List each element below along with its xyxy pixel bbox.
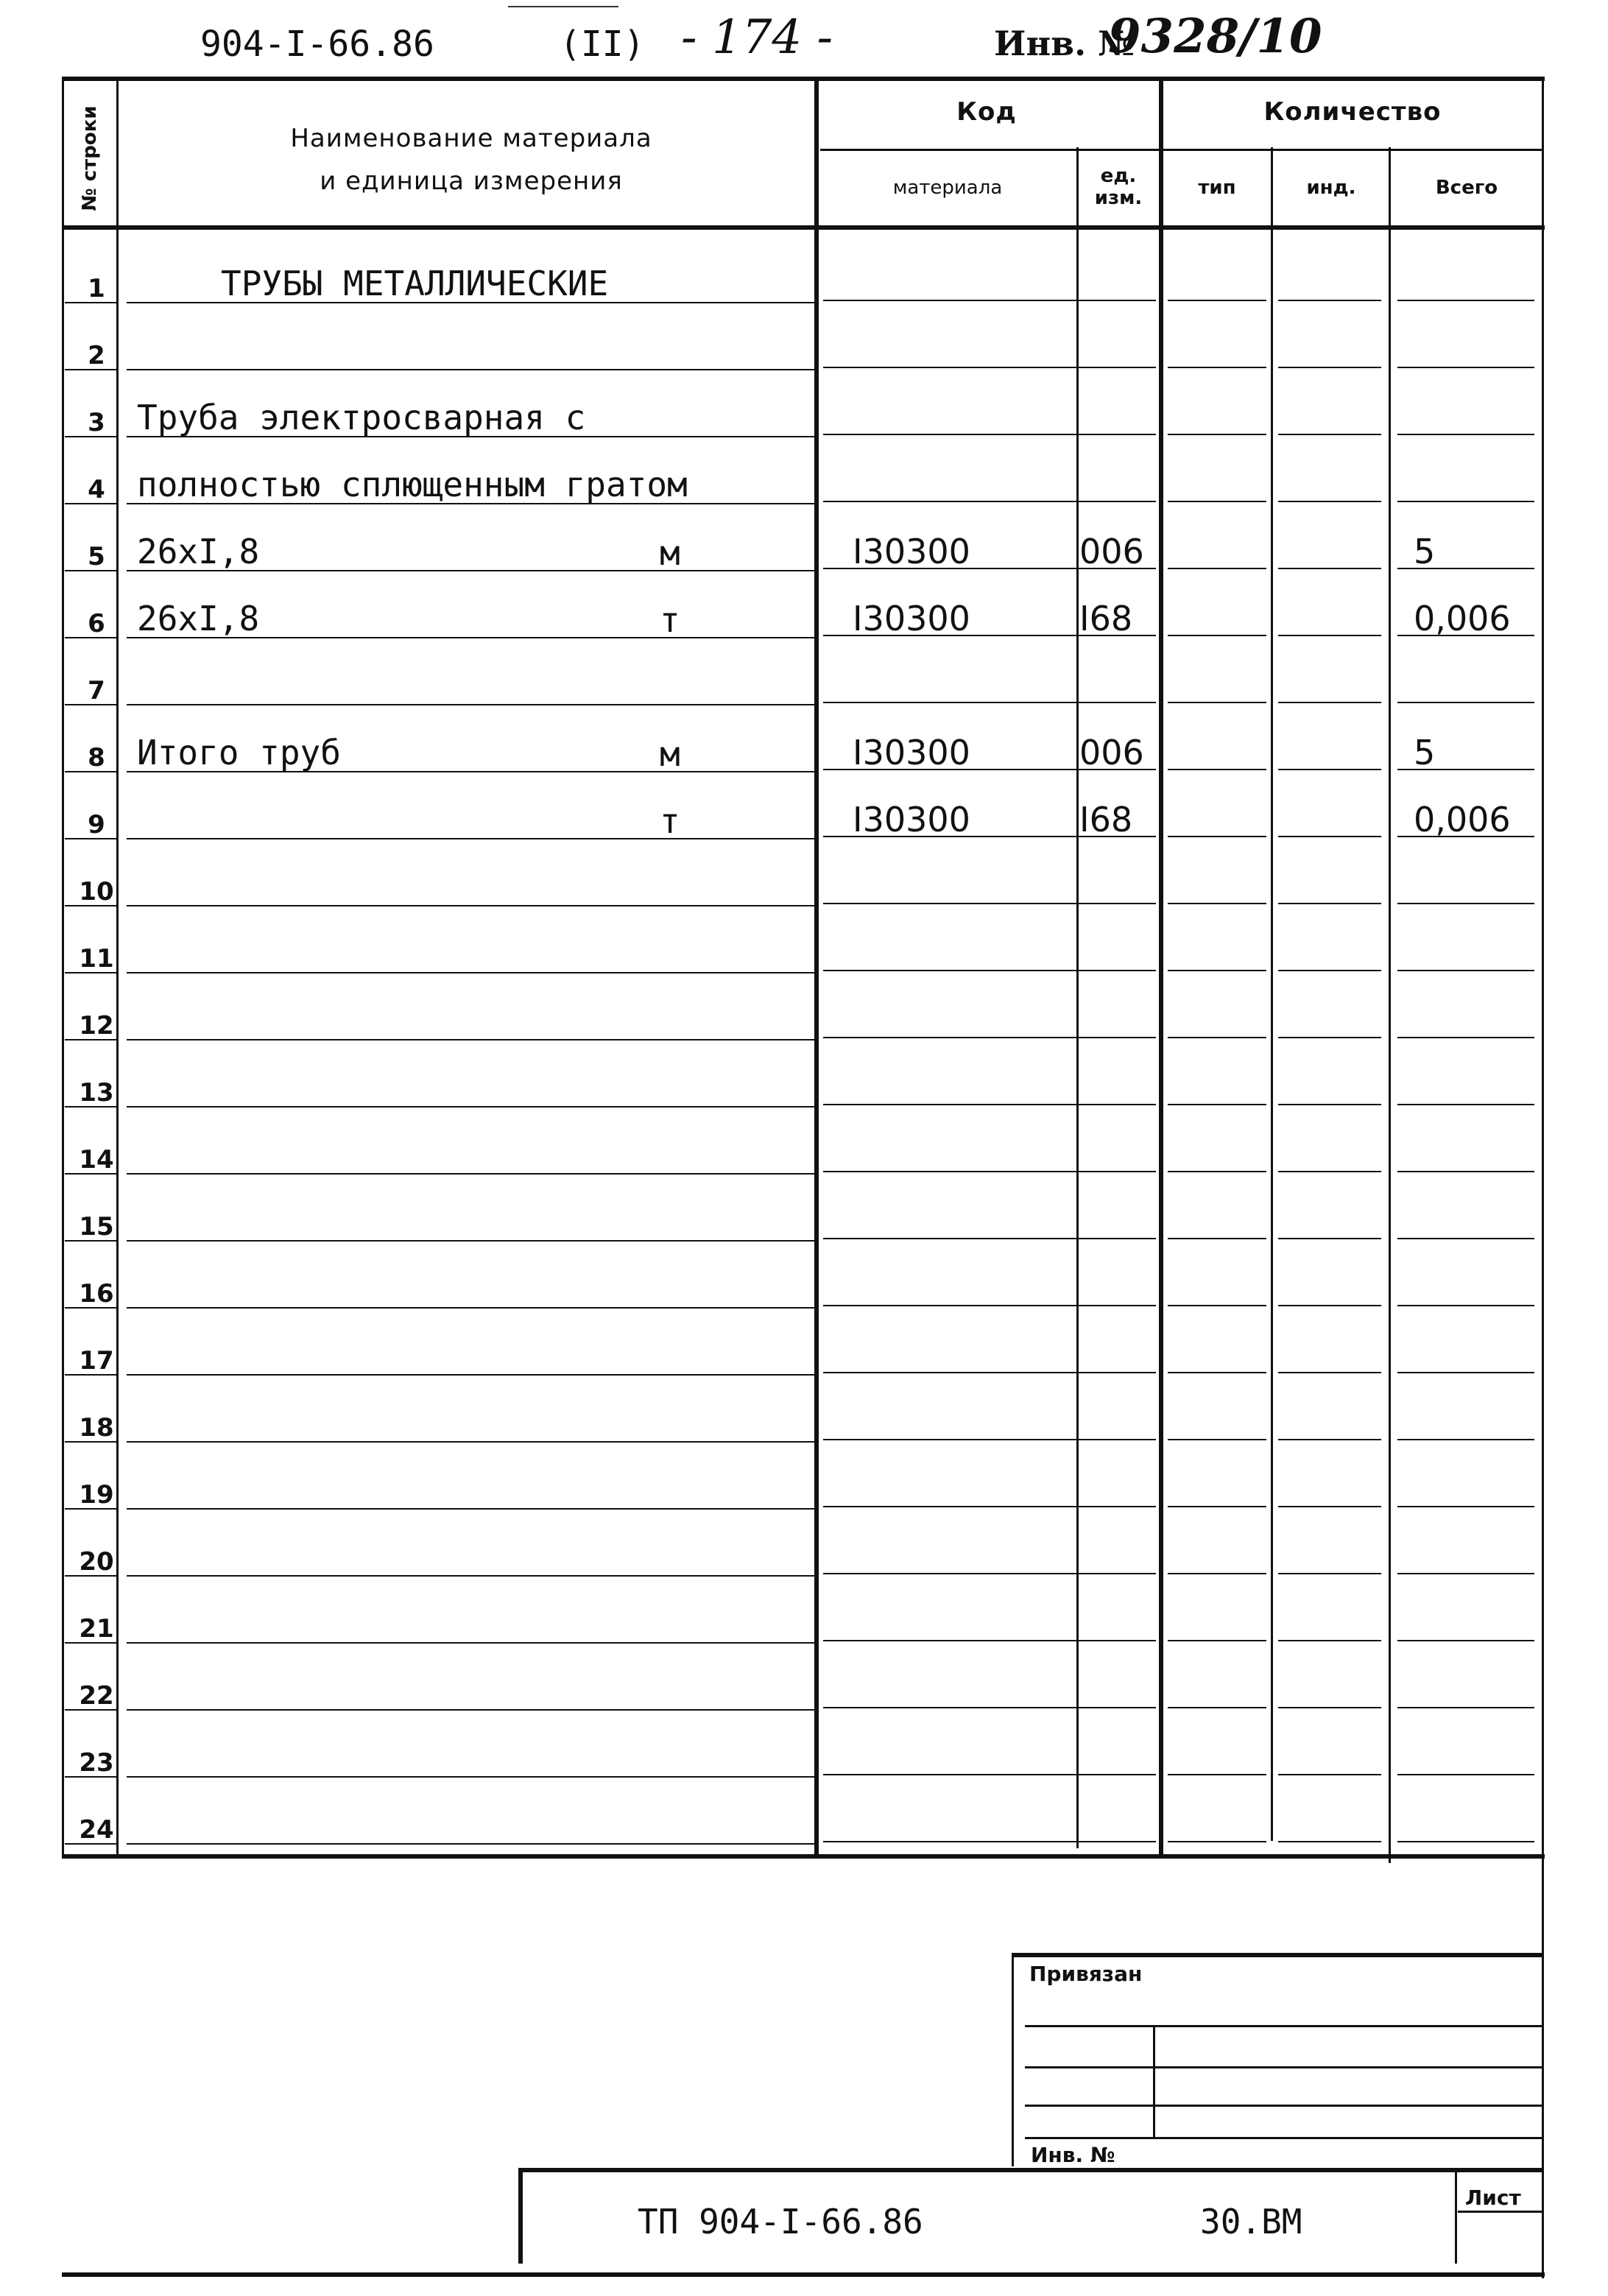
inv-number: 9328/10 <box>1108 9 1322 64</box>
page-number: - 174 - <box>681 10 833 65</box>
row-material-code: I30300 <box>853 532 970 571</box>
header-code: Код <box>956 97 1017 127</box>
row-line-type <box>1168 1171 1266 1172</box>
row-line-left <box>65 1307 116 1309</box>
row-line-type <box>1168 903 1266 904</box>
row-line-left <box>65 972 116 973</box>
row-number: 12 <box>79 1011 114 1040</box>
row-line-left <box>65 1240 116 1242</box>
row-name: ТРУБЫ МЕТАЛЛИЧЕСКИЕ <box>221 264 609 303</box>
row-line-code <box>823 836 1156 837</box>
row-line-total <box>1397 1305 1534 1306</box>
row-line-left <box>65 1106 116 1107</box>
row-number: 1 <box>88 274 105 303</box>
row-line-name <box>127 1441 814 1443</box>
row-number: 7 <box>88 676 105 705</box>
row-line-left <box>65 570 116 571</box>
row-line-left <box>65 1642 116 1644</box>
row-line-total <box>1397 1171 1534 1172</box>
row-name: Труба электросварная с <box>137 398 586 437</box>
row-line-type <box>1168 1037 1266 1038</box>
code-unit-divider <box>1076 147 1079 1848</box>
stamp-top-line <box>1012 1953 1542 1957</box>
row-line-total <box>1397 1238 1534 1239</box>
header-name-line1: Наименование материала <box>290 124 652 153</box>
row-line-code <box>823 568 1156 569</box>
row-line-name <box>127 1843 814 1845</box>
header-qty-ind: инд. <box>1306 177 1356 199</box>
row-line-name <box>127 503 814 504</box>
stamp-line-3 <box>1025 2105 1542 2107</box>
row-line-name <box>127 771 814 772</box>
row-line-code <box>823 1640 1156 1641</box>
top-rule <box>508 6 618 7</box>
row-line-ind <box>1278 1573 1381 1574</box>
row-line-left <box>65 905 116 906</box>
row-total: 5 <box>1414 733 1436 772</box>
row-line-left <box>65 1039 116 1040</box>
row-line-code <box>823 367 1156 368</box>
row-line-total <box>1397 1707 1534 1708</box>
row-line-ind <box>1278 970 1381 971</box>
row-line-name <box>127 1642 814 1644</box>
row-line-name <box>127 637 814 638</box>
row-line-ind <box>1278 300 1381 301</box>
row-line-type <box>1168 1439 1266 1440</box>
row-number: 4 <box>88 475 105 504</box>
row-number: 18 <box>79 1413 114 1443</box>
row-line-left <box>65 637 116 638</box>
row-line-name <box>127 369 814 370</box>
header-qty-type: тип <box>1198 177 1236 199</box>
row-line-name <box>127 1307 814 1309</box>
row-line-left <box>65 1508 116 1510</box>
row-line-type <box>1168 434 1266 435</box>
code-qty-divider <box>1159 77 1163 1859</box>
row-line-ind <box>1278 1506 1381 1507</box>
row-line-name <box>127 1709 814 1711</box>
row-number: 9 <box>88 810 105 839</box>
row-line-type <box>1168 635 1266 636</box>
row-line-total <box>1397 1506 1534 1507</box>
row-line-left <box>65 302 116 303</box>
row-line-total <box>1397 836 1534 837</box>
table-bottom-border <box>62 1854 1545 1859</box>
row-name: Итого труб <box>137 733 341 772</box>
table-right-border <box>1542 77 1544 2278</box>
row-line-type <box>1168 568 1266 569</box>
row-line-ind <box>1278 1104 1381 1105</box>
row-line-code <box>823 1439 1156 1440</box>
row-number: 2 <box>88 341 105 370</box>
row-line-left <box>65 704 116 705</box>
row-line-total <box>1397 1037 1534 1038</box>
row-unit-code: I68 <box>1079 800 1133 839</box>
row-line-name <box>127 1039 814 1040</box>
row-line-ind <box>1278 1841 1381 1842</box>
row-line-type <box>1168 1841 1266 1842</box>
row-line-name <box>127 1374 814 1376</box>
row-line-name <box>127 1508 814 1510</box>
row-unit: т <box>660 600 680 640</box>
row-material-code: I30300 <box>853 733 970 772</box>
row-line-type <box>1168 1573 1266 1574</box>
row-line-name <box>127 1776 814 1778</box>
header-quantity: Количество <box>1263 97 1442 127</box>
album-number: (II) <box>560 24 645 65</box>
row-number: 13 <box>79 1078 114 1107</box>
header-code-unit-1: ед. <box>1100 165 1137 187</box>
row-line-name <box>127 436 814 437</box>
row-number: 14 <box>79 1145 114 1175</box>
row-line-type <box>1168 300 1266 301</box>
row-number: 10 <box>79 877 114 906</box>
sheet-label: Лист <box>1465 2186 1521 2210</box>
row-material-code: I30300 <box>853 599 970 638</box>
row-total: 0,006 <box>1414 800 1511 839</box>
row-number: 8 <box>88 743 105 772</box>
stamp-inner-divider <box>1153 2026 1155 2137</box>
row-line-total <box>1397 635 1534 636</box>
row-line-code <box>823 434 1156 435</box>
row-unit: м <box>660 734 680 774</box>
row-line-name <box>127 905 814 906</box>
stamp-left-border <box>1012 1953 1014 2166</box>
row-unit: м <box>660 533 680 573</box>
row-line-name <box>127 1173 814 1175</box>
row-line-left <box>65 838 116 839</box>
row-line-total <box>1397 1372 1534 1373</box>
row-number: 23 <box>79 1748 114 1778</box>
stamp-inv-no-label: Инв. № <box>1031 2143 1115 2167</box>
row-line-type <box>1168 501 1266 502</box>
row-line-left <box>65 369 116 370</box>
page-bottom-line <box>62 2272 1545 2277</box>
name-column-divider <box>814 77 819 1859</box>
row-line-left <box>65 436 116 437</box>
row-line-type <box>1168 702 1266 703</box>
row-line-code <box>823 1506 1156 1507</box>
row-line-ind <box>1278 769 1381 770</box>
header-qty-total: Всего <box>1435 177 1498 199</box>
sheet-box-line <box>1458 2211 1542 2213</box>
row-line-type <box>1168 836 1266 837</box>
row-line-total <box>1397 501 1534 502</box>
row-line-ind <box>1278 1774 1381 1775</box>
stamp-line-1 <box>1025 2025 1542 2027</box>
table-left-border <box>62 77 64 1859</box>
row-line-total <box>1397 769 1534 770</box>
row-line-left <box>65 1575 116 1577</box>
row-line-ind <box>1278 1707 1381 1708</box>
row-line-name <box>127 1575 814 1577</box>
row-total: 0,006 <box>1414 599 1511 638</box>
sheet-box-divider <box>1455 2168 1457 2264</box>
row-line-total <box>1397 970 1534 971</box>
row-line-total <box>1397 300 1534 301</box>
row-line-ind <box>1278 1037 1381 1038</box>
stamp-attached-label: Привязан <box>1029 1962 1143 1986</box>
row-total: 5 <box>1414 532 1436 571</box>
row-line-code <box>823 1104 1156 1105</box>
row-line-ind <box>1278 903 1381 904</box>
row-line-type <box>1168 769 1266 770</box>
qty-subheader-line <box>1163 149 1542 151</box>
row-line-left <box>65 1441 116 1443</box>
row-line-code <box>823 1238 1156 1239</box>
row-line-ind <box>1278 836 1381 837</box>
row-line-total <box>1397 367 1534 368</box>
row-name: 26xI,8 <box>137 599 260 638</box>
row-number: 19 <box>79 1480 114 1510</box>
table-top-border <box>62 77 1545 81</box>
row-line-ind <box>1278 702 1381 703</box>
row-material-code: I30300 <box>853 800 970 839</box>
row-number: 6 <box>88 609 105 638</box>
row-line-name <box>127 704 814 705</box>
row-line-code <box>823 300 1156 301</box>
row-number: 5 <box>88 542 105 571</box>
row-line-code <box>823 1774 1156 1775</box>
row-line-type <box>1168 1774 1266 1775</box>
row-line-ind <box>1278 1238 1381 1239</box>
row-line-code <box>823 501 1156 502</box>
row-number: 11 <box>79 944 114 973</box>
row-line-type <box>1168 1305 1266 1306</box>
row-line-code <box>823 1037 1156 1038</box>
row-line-left <box>65 1843 116 1845</box>
inv-label: Инв. № <box>994 24 1135 63</box>
row-line-ind <box>1278 1439 1381 1440</box>
row-line-total <box>1397 1774 1534 1775</box>
row-line-left <box>65 1776 116 1778</box>
row-unit: т <box>660 801 680 841</box>
row-line-ind <box>1278 1372 1381 1373</box>
row-line-ind <box>1278 1171 1381 1172</box>
row-line-left <box>65 1374 116 1376</box>
qty-type-divider <box>1271 147 1273 1841</box>
row-number: 22 <box>79 1681 114 1711</box>
row-line-code <box>823 1372 1156 1373</box>
row-line-code <box>823 769 1156 770</box>
row-line-code <box>823 1305 1156 1306</box>
row-number: 3 <box>88 408 105 437</box>
row-line-type <box>1168 1238 1266 1239</box>
row-line-ind <box>1278 434 1381 435</box>
row-line-type <box>1168 1104 1266 1105</box>
row-name: 26xI,8 <box>137 532 260 571</box>
row-line-total <box>1397 568 1534 569</box>
row-line-code <box>823 1171 1156 1172</box>
row-line-total <box>1397 1439 1534 1440</box>
row-line-type <box>1168 1506 1266 1507</box>
row-line-code <box>823 635 1156 636</box>
row-line-type <box>1168 970 1266 971</box>
titleblock-mark: 30.ВМ <box>1200 2202 1302 2242</box>
row-line-name <box>127 302 814 303</box>
row-line-name <box>127 1106 814 1107</box>
row-name: полностью сплющенным гратом <box>137 465 688 504</box>
row-line-code <box>823 702 1156 703</box>
row-unit-code: 006 <box>1079 532 1144 571</box>
row-line-code <box>823 1841 1156 1842</box>
row-line-ind <box>1278 1305 1381 1306</box>
qty-ind-divider <box>1389 147 1391 1863</box>
stamp-line-2 <box>1025 2066 1542 2068</box>
row-line-name <box>127 838 814 839</box>
row-unit-code: I68 <box>1079 599 1133 638</box>
row-number: 21 <box>79 1614 114 1644</box>
row-line-type <box>1168 367 1266 368</box>
header-code-material: материала <box>892 177 1003 199</box>
row-line-ind <box>1278 568 1381 569</box>
row-number: 24 <box>79 1815 114 1845</box>
row-line-code <box>823 1573 1156 1574</box>
header-bottom-line <box>62 225 1545 230</box>
rownum-divider <box>116 77 119 1859</box>
row-line-code <box>823 970 1156 971</box>
row-number: 20 <box>79 1547 114 1577</box>
row-line-type <box>1168 1372 1266 1373</box>
row-line-ind <box>1278 501 1381 502</box>
row-line-type <box>1168 1640 1266 1641</box>
row-number: 15 <box>79 1212 114 1242</box>
row-line-total <box>1397 434 1534 435</box>
titleblock-doc-code: ТП 904-I-66.86 <box>638 2202 923 2242</box>
header-row-number: № строки <box>79 105 101 211</box>
titleblock-left-border <box>518 2168 523 2264</box>
row-line-ind <box>1278 367 1381 368</box>
row-line-total <box>1397 1841 1534 1842</box>
code-subheader-line <box>820 149 1159 151</box>
row-line-name <box>127 972 814 973</box>
row-line-left <box>65 771 116 772</box>
row-line-total <box>1397 903 1534 904</box>
row-number: 16 <box>79 1279 114 1309</box>
row-line-name <box>127 570 814 571</box>
stamp-line-4 <box>1025 2137 1542 2139</box>
row-line-total <box>1397 1573 1534 1574</box>
row-line-name <box>127 1240 814 1242</box>
row-number: 17 <box>79 1346 114 1376</box>
header-code-unit-2: изм. <box>1094 187 1143 209</box>
row-line-total <box>1397 1640 1534 1641</box>
row-line-left <box>65 503 116 504</box>
row-line-ind <box>1278 1640 1381 1641</box>
doc-code: 904-I-66.86 <box>200 24 434 65</box>
row-line-left <box>65 1709 116 1711</box>
row-line-code <box>823 903 1156 904</box>
header-name-line2: и единица измерения <box>320 166 623 196</box>
row-unit-code: 006 <box>1079 733 1144 772</box>
row-line-total <box>1397 1104 1534 1105</box>
titleblock-top-line <box>520 2168 1542 2172</box>
row-line-total <box>1397 702 1534 703</box>
row-line-code <box>823 1707 1156 1708</box>
row-line-left <box>65 1173 116 1175</box>
row-line-type <box>1168 1707 1266 1708</box>
row-line-ind <box>1278 635 1381 636</box>
